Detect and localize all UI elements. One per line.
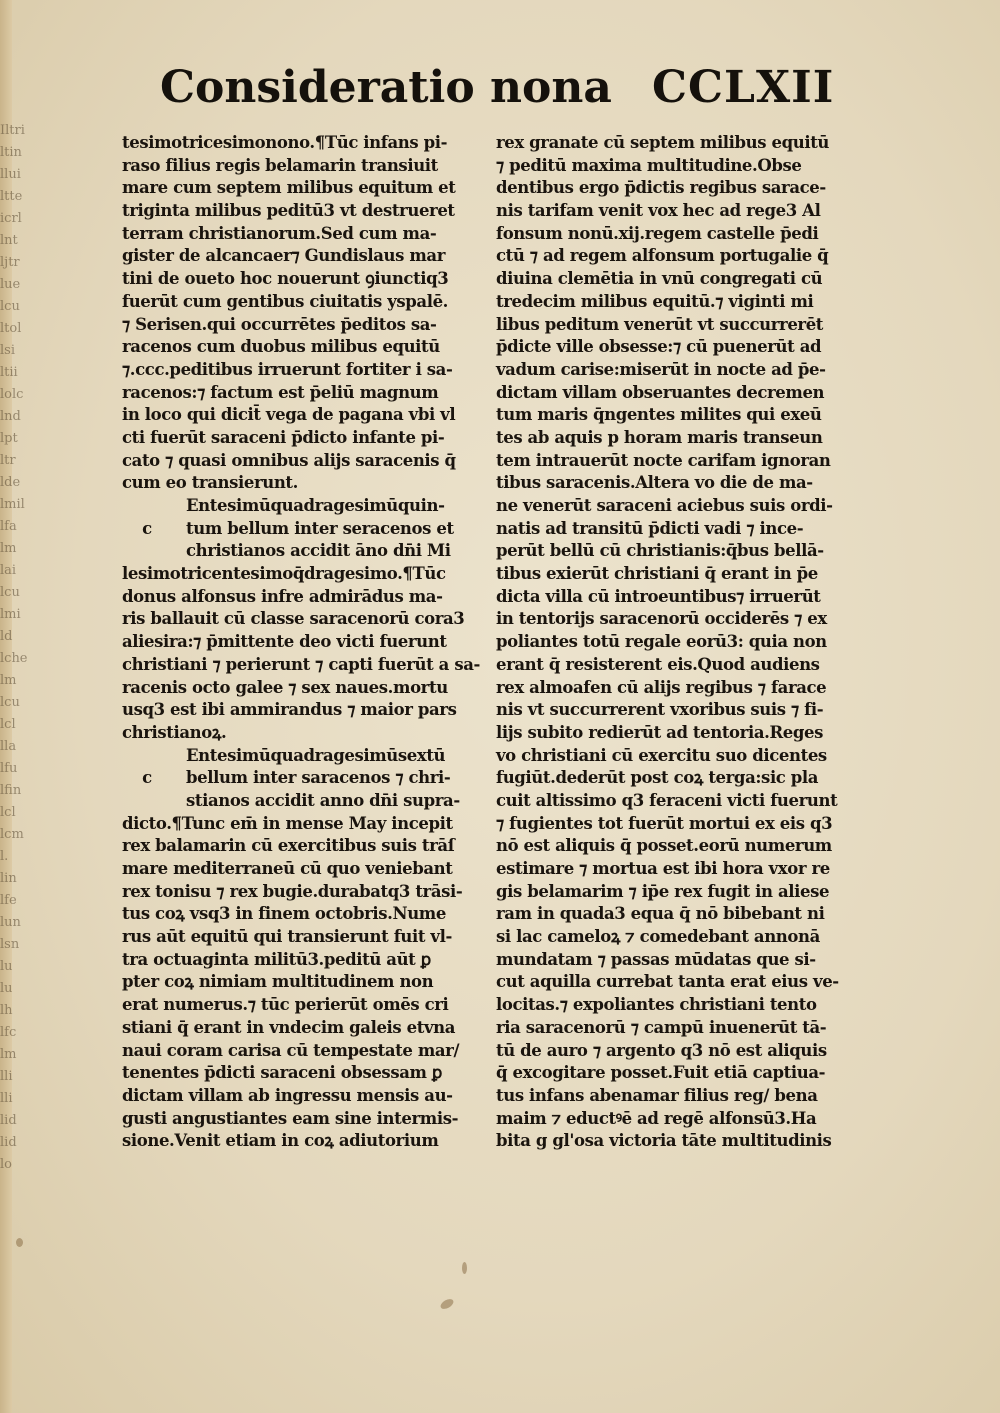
text-line: fugiūt.dederūt post coꝝ terga:sic pla [496,768,819,788]
text-line: Entesimūquadragesimūsextū [186,745,446,765]
text-line: in loco qui dicit̄ vega de pagana vbi vl [122,405,456,425]
text-line: estimare ⁊ mortua est ibi hora vxor re [496,859,830,878]
bleed-through-fragment: lcu [0,695,20,710]
text-line: mare mediterraneū cū quo veniebant [122,859,453,878]
text-line: stianos accidit anno dn̄i supra- [186,790,460,810]
text-line: maim ⁊ eductꝰē ad regē alfonsū3.Ha [496,1108,817,1128]
text-line: ram in quada3 equa q̄ nō bibebant ni [496,904,825,924]
bleed-through-fragment: ltte [0,189,23,204]
text-line: nō est aliquis q̄ posset.eorū numerum [496,836,832,856]
text-line [122,518,492,541]
text-line: dictam villam obseruantes decremen [496,382,825,402]
text-line: tra octuaginta militū3.peditū aūt ꝑ [122,949,431,969]
bleed-through-fragment: lnt [0,233,18,248]
text-line: tibus saracenis.Altera vo die de ma- [496,473,813,493]
bleed-through-fragment: llui [0,167,21,182]
text-line-content: bellum inter saracenos ⁊ chri- [186,768,451,788]
text-line: racenis octo galee ⁊ sex naues.mortu [122,677,448,697]
text-line: donus alfonsus infre admirādus ma- [122,586,443,606]
text-line: si lac cameloꝝ ⁊ comedebant annonā [496,927,820,947]
bleed-through-fragment: lsn [0,937,20,952]
text-column-right [496,132,850,1153]
bleed-through-fragment: lmil [0,497,25,512]
bleed-through-fragment: lfc [0,1025,17,1040]
text-line: bita g gl'osa victoria tāte multitudinis [496,1131,832,1151]
text-line: perūt bellū cū christianis:q̄bus bellā- [496,541,824,561]
text-line: tem intrauerūt nocte carifam ignoran [496,450,831,470]
bleed-through-fragment: lu [0,959,13,974]
bleed-through-fragment: lue [0,277,21,292]
text-line-content: tum bellum inter seracenos et [186,518,454,538]
text-line: erat numerus.⁊ tūc perierūt omēs cri [122,995,449,1015]
bleed-through-fragment: lai [0,563,17,578]
text-line: ria saracenorū ⁊ campū inuenerūt tā- [496,1017,827,1037]
bleed-through-fragment: ljtr [0,255,20,270]
bleed-through-fragment: icrl [0,211,22,226]
text-line: vo christiani cū exercitu suo dicentes [496,745,827,765]
text-line: locitas.⁊ expoliantes christiani tento [496,995,817,1015]
bleed-through-fragment: lun [0,915,21,930]
text-line: pter coꝝ nimiam multitudinem non [122,972,434,992]
text-line: aliesira:⁊ p̄mittente deo victi fuerunt [122,632,447,652]
text-line: rex granate cū septem milibus equitū [496,133,830,152]
text-line: tū de auro ⁊ argento q3 nō est aliquis [496,1040,827,1060]
text-line: tum maris q̄ngentes milites qui exeū [496,405,822,425]
text-line: triginta milibus peditū3 vt destrueret [122,201,455,221]
text-line: cuit altissimo q3 feraceni victi fuerunt [496,790,838,810]
text-line: racenos:⁊ factum est p̄eliū magnum [122,382,439,402]
bleed-through-fragment: l. [0,849,9,864]
text-line: poliantes totū regale eorū3: quia non [496,632,827,652]
text-line: dentibus ergo p̄dictis regibus sarace- [496,178,826,198]
text-line: in tentorijs saracenorū occiderēs ⁊ ex [496,609,827,629]
text-line: tus infans abenamar filius reg/ bena [496,1085,818,1105]
text-line: dictam villam ab ingressu mensis au- [122,1085,453,1105]
ink-blot [462,1262,467,1274]
guide-letter: c [142,518,152,538]
text-line: usq3 est ibi ammirandus ⁊ maior pars [122,700,457,720]
text-line [122,767,492,790]
bleed-through-fragment: lmi [0,607,21,622]
bleed-through-fragment: lm [0,541,17,556]
text-line: ⁊ fugientes tot fuerūt mortui ex eis q3 [496,813,833,833]
text-line: terram christianorum.Sed cum ma- [122,223,437,243]
text-line: tibus exierūt christiani q̄ erant in p̄e [496,564,818,584]
text-line: diuina clemētia in vnū congregati cū [496,269,823,289]
bleed-through-fragment: lcl [0,805,16,820]
bleed-through-fragment: ltr [0,453,16,468]
text-line: ris ballauit cū classe saracenorū cora3 [122,609,465,629]
bleed-through-fragment: lcu [0,299,20,314]
bleed-through-fragment: lfu [0,761,18,776]
text-line: dicto.¶Tunc em̄ in mense May incepit [122,813,453,833]
bleed-through-fragment: ltin [0,145,22,160]
text-line: tesimotricesimonono.¶Tūc infans pi- [122,133,448,152]
bleed-through-fragment: lpt [0,431,18,446]
bleed-through-fragment: lin [0,871,17,886]
text-line: stiani q̄ erant in vndecim galeis etvna [122,1017,456,1037]
text-line: tus coꝝ vsq3 in finem octobris.Nume [122,904,446,924]
bleed-through-fragment: lde [0,475,21,490]
text-line: Entesimūquadragesimūquin- [186,496,445,515]
text-line: rus aūt equitū qui transierunt fuit vl- [122,927,452,947]
text-line: tini de oueto hoc nouerunt ꝯiunctiq3 [122,269,449,289]
ink-blot [16,1238,23,1247]
text-line: q̄ excogitare posset.Fuit etiā captiua- [496,1063,826,1083]
text-line: naui coram carisa cū tempestate mar/ [122,1040,460,1060]
folio-number: CCLXII [652,62,835,113]
text-line: ctū ⁊ ad regem alfonsum portugalie q̄ [496,246,829,266]
text-line: cum eo transierunt. [122,473,299,493]
text-line: vadum carise:miserūt in nocte ad p̄e- [496,359,826,379]
bleed-through-fragment: Iltri [0,123,25,138]
text-line: tredecim milibus equitū.⁊ viginti mi [496,291,814,311]
text-line: mare cum septem milibus equitum et [122,178,456,198]
text-line: libus peditum venerūt vt succurrerēt [496,314,824,334]
bleed-through-fragment: lfa [0,519,17,534]
text-line: sione.Venit etiam in coꝝ adiutorium [122,1131,439,1151]
bleed-through-fragment: lh [0,1003,13,1018]
bleed-through-fragment: lfe [0,893,17,908]
text-line: nis vt succurrerent vxoribus suis ⁊ fi- [496,700,824,720]
bleed-through-fragment: ltii [0,365,18,380]
text-line: tenentes p̄dicti saraceni obsessam ꝑ [122,1063,442,1083]
text-line: christianos accidit āno dn̄i Mi [186,541,451,561]
text-line: cti fuerūt saraceni p̄dicto infante pi- [122,427,445,447]
text-line: gis belamarim ⁊ ip̄e rex fugit in aliese [496,881,830,901]
text-line: ne venerūt saraceni aciebus suis ordi- [496,496,833,515]
text-line: lijs subito redierūt ad tentoria.Reges [496,722,823,742]
text-line: natis ad transitū p̄dicti vadi ⁊ ince- [496,518,804,538]
text-line: nis tarifam venit vox hec ad rege3 Al [496,201,821,221]
text-line: p̄dicte ville obsesse:⁊ cū puenerūt ad [496,337,822,357]
text-line: ⁊.ccc.peditibus irruerunt fortiter i sa- [122,359,453,379]
text-column-left [122,132,492,1153]
text-line: ⁊ Serisen.qui occurrētes p̄editos sa- [122,314,437,334]
text-line: gister de alcancaer⁊ Gundislaus mar [122,246,446,266]
bleed-through-fragment: lolc [0,387,24,402]
bleed-through-fragment: ltol [0,321,22,336]
text-line: rex almoafen cū alijs regibus ⁊ farace [496,677,827,697]
text-line: erant q̄ resisterent eis.Quod audiens [496,654,820,674]
text-line: tes ab aquis p horam maris transeun [496,427,823,447]
bleed-through-fragment: lo [0,1157,12,1172]
bleed-through-fragment: lid [0,1113,17,1128]
bleed-through-fragment: lli [0,1069,13,1084]
bleed-through-fragment: lnd [0,409,21,424]
text-line: rex tonisu ⁊ rex bugie.durabatq3 trāsi- [122,881,463,901]
text-line: mundatam ⁊ passas mūdatas que si- [496,949,816,969]
text-line: christiani ⁊ perierunt ⁊ capti fuerūt a sa- [122,654,480,674]
bleed-through-fragment: lm [0,673,17,688]
bleed-through-text [0,120,28,1180]
bleed-through-fragment: lfin [0,783,22,798]
text-line: cato ⁊ quasi omnibus alijs saracenis q̄ [122,450,456,470]
bleed-through-fragment: lche [0,651,28,666]
text-line: fuerūt cum gentibus ciuitatis yspalē. [122,291,449,311]
guide-letter: c [142,768,152,788]
bleed-through-fragment: lcm [0,827,24,842]
bleed-through-fragment: lli [0,1091,13,1106]
bleed-through-fragment: lu [0,981,13,996]
bleed-through-fragment: lla [0,739,17,754]
text-line: raso filius regis belamarin transiuit [122,155,438,175]
text-line: fonsum nonū.xij.regem castelle p̄edi [496,223,819,243]
text-line: christianoꝝ. [122,722,227,742]
text-line: cut aquilla currebat tanta erat eius ve- [496,972,839,992]
bleed-through-fragment: lm [0,1047,17,1062]
text-line: dicta villa cū introeuntibus⁊ irruerūt [496,586,821,606]
text-line: rex balamarin cū exercitibus suis trāſ [122,836,455,856]
running-title: Consideratio nona [160,62,612,113]
bleed-through-fragment: lcu [0,585,20,600]
text-line: gusti angustiantes eam sine intermis- [122,1108,459,1128]
bleed-through-fragment: lid [0,1135,17,1150]
text-line: lesimotricentesimoq̄dragesimo.¶Tūc [122,564,446,584]
text-line: ⁊ peditū maxima multitudine.Obse [496,155,802,175]
bleed-through-fragment: lsi [0,343,15,358]
text-line: racenos cum duobus milibus equitū [122,337,440,357]
page-header [0,62,1000,122]
bleed-through-fragment: ld [0,629,13,644]
ink-blot [439,1297,455,1311]
bleed-through-fragment: lcl [0,717,16,732]
